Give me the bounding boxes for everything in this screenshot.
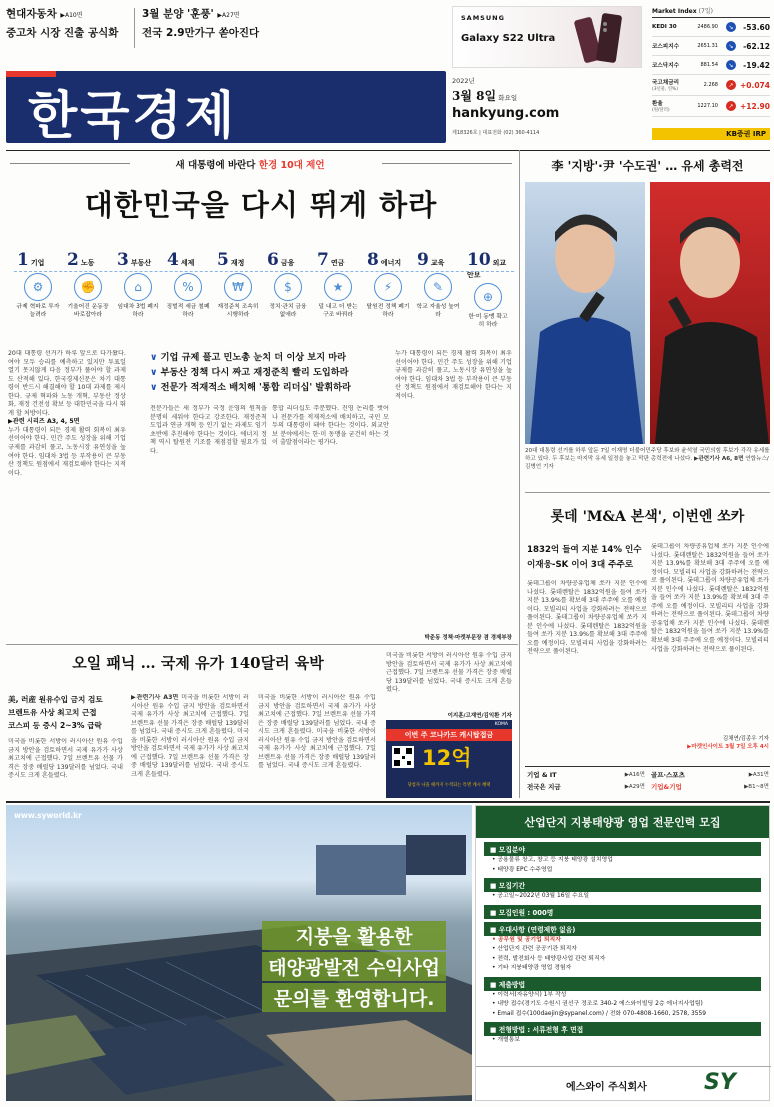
- teaser-sub: 전국 2.9만가구 쏟아진다: [142, 27, 260, 39]
- slogan-2: 태양광발전 수익사업: [262, 952, 446, 981]
- divider: [6, 150, 770, 151]
- proposal-icon: $: [274, 273, 302, 301]
- election-photo[interactable]: [525, 182, 770, 444]
- arrow-down-icon: ↘: [726, 22, 736, 32]
- oil-byline: 이지훈/고재연/김익환 기자: [447, 713, 512, 719]
- site-url[interactable]: hankyung.com: [452, 106, 560, 121]
- proposal-number: 4: [167, 250, 179, 270]
- teaser-ref: ▶A27면: [217, 12, 240, 19]
- index-name: 국고채금리: [652, 80, 680, 86]
- index-entry[interactable]: [527, 770, 645, 779]
- market-date: (7일): [698, 8, 713, 15]
- ref-link[interactable]: ▶마켓인사이트 3월 7일 오후 4시: [687, 744, 769, 751]
- issue-info: 제18326호 | 대표전화 (02) 360-4114: [452, 130, 540, 136]
- samsung-ad[interactable]: [452, 6, 642, 68]
- proposal-text: 탈원전 정책 폐기하라: [366, 304, 410, 318]
- ref-link[interactable]: ▶관련기사 A6, 8면: [694, 455, 744, 462]
- index-entry-page: ▶B1~8면: [744, 784, 769, 790]
- recruit-section-heading: ■ 제출방법: [484, 977, 761, 991]
- newspaper-name: 한국경제: [28, 86, 238, 146]
- main-headline[interactable]: 대한민국을 다시 뛰게 하라: [84, 188, 438, 222]
- oil-headline[interactable]: 오일 패닉 … 국제 유가 140달러 육박: [72, 654, 324, 672]
- recruit-item: • 태양광 EPC 수주영업: [492, 866, 553, 873]
- oil-body-3: 미국을 비롯한 서방이 러시아산 원유 수입 금지 방안을 검토하면서 국제 유가가 사상 최고치에 근접했다. 7일 브렌트유 선물 가격은 장중 배럴당 139달러를 넘었다. 국내 증시도 크게 흔들렸다. 미국을 비롯한 서방이 러시아산 원유 수입 금지 방안을 검토하면서 국제 유가가 사상 최고치에 근접했다. 7일 브렌트유 선물 가격은 장중 배럴당 139달러를 넘었다. 국내 증시도 크게 흔들렸다.: [258, 694, 376, 770]
- market-row: [652, 56, 770, 75]
- qr-code-icon: [392, 746, 414, 768]
- date: 3월 8일: [452, 89, 497, 103]
- index-entry[interactable]: [651, 770, 769, 779]
- proposal-category: 금융: [280, 259, 295, 267]
- proposals-grid: [14, 250, 514, 340]
- body-col-1: 20대 대통령 선거가 하루 앞으로 다가왔다. 여야 모두 승리를 예측하고 있지만 투표일 열기 못지않게 다음 정부가 풀어야 할 과제도 산적해 있다. 한국경제신문은 차기 대통령이 반드시 해결해야 할 10대 과제를 제시한다. 규제 혁파와 노동 개혁, 부동산 정상화, 재정 건전성 확보 등 대한민국을 다시 뛰게 할 처방이다. ▶관련 시리즈 A3, 4, 5면 누가 대통령이 되든 경제 활력 회복이 최우선이어야 한다. 민간 주도 성장을 위해 기업 규제를 과감히 풀고, 노동시장 유연성을 높여야 한다. 임대차 3법 등 부작용이 큰 부동산 정책도 원점에서 재검토해야 한다는 지적이다.: [8, 350, 126, 477]
- divider: [525, 492, 770, 493]
- divider: [476, 1066, 771, 1067]
- proposal-number: 10: [467, 250, 491, 270]
- lottery-ad[interactable]: [386, 720, 512, 798]
- recruit-section-heading: ■ 우대사항 (연령제한 없음): [484, 922, 761, 936]
- divider: [382, 163, 512, 164]
- recruit-item: • 공용물류 창고, 창고 등 지붕 태양광 설치영업: [492, 857, 613, 863]
- recruit-item: • 전력, 발전회사 등 태양광사업 관련 퇴직자: [492, 955, 606, 962]
- proposal-text: 재정준칙 조속히 시행하라: [217, 304, 259, 318]
- index-entry-name: 기업&기업: [651, 783, 682, 791]
- arrow-up-icon: ↗: [726, 101, 736, 111]
- recruit-item: • 기타 지붕태양광 영업 경험자: [492, 965, 572, 971]
- ref-link[interactable]: ▶관련기사 A3면: [131, 694, 179, 701]
- index-name: 환율: [652, 101, 663, 107]
- proposal-text: 정치·관치 금융 없애라: [269, 304, 307, 318]
- proposal-icon: %: [174, 273, 202, 301]
- proposal-icon: ₩: [224, 273, 252, 301]
- ref-link[interactable]: ▶관련 시리즈 A3, 4, 5면: [8, 418, 80, 426]
- section-index: [527, 770, 770, 798]
- recruit-title: 산업단지 지붕태양광 영업 전문인력 모집: [476, 806, 769, 838]
- proposal-number: 6: [267, 250, 279, 270]
- proposal-category: 기업: [30, 259, 45, 267]
- proposal-8[interactable]: [364, 250, 412, 340]
- lotte-body-2: 롯데그룹이 차량공유업체 쏘카 지분 인수에 나섰다. 롯데렌탈은 1832억원을 들여 쏘카 지분 13.9%를 확보해 3대 주주에 오를 예정이다. 모빌리티 사업을 강화하려는 전략으로 풀이된다. 롯데그룹이 차량공유업체 쏘카 지분 인수에 나섰다. 롯데렌탈은 1832억원을 들여 쏘카 지분 13.9%를 확보해 3대 주주에 오를 예정이다. 모빌리티 사업을 강화하려는 전략으로 풀이된다. 롯데그룹이 차량공유업체 쏘카 지분 인수에 나섰다. 롯데렌탈은 1832억원을 들여 쏘카 지분 13.9%를 확보해 3대 주주에 오를 예정이다. 모빌리티 사업을 강화하려는 전략으로 풀이된다.: [651, 543, 769, 653]
- teaser-2[interactable]: [142, 6, 302, 40]
- lottery-note: 당첨자 나올 때까지 누적되는 특별 캐시 혜택: [407, 783, 491, 788]
- recruit-ad[interactable]: [475, 805, 770, 1101]
- divider: [6, 801, 770, 803]
- proposal-text: 징벌적 세금 철폐하라: [166, 304, 210, 318]
- body-col-3: 통합 리더십도 주문했다. 진영 논리를 벗어나 전문가를 적재적소에 배치하고, 국민 모두의 대통령이 돼야 한다는 것이다. 외교안보 분야에서는 한·미 동맹을 굳건히 하는 것이 출발점이라는 평가다.: [272, 405, 389, 447]
- subhead-1: 기업 규제 풀고 민노총 눈치 더 이상 보지 마라: [160, 352, 347, 363]
- proposal-7[interactable]: [314, 250, 362, 340]
- proposal-dots: [14, 271, 514, 272]
- oil-lede: 美, 러産 원유수입 금지 검토 브렌트유 사상 최고치 근접 코스피 등 증시 2~3% 급락: [8, 695, 103, 730]
- arrow-up-icon: ↗: [726, 80, 736, 90]
- divider: [519, 150, 520, 798]
- recruit-section: [484, 905, 761, 919]
- recruit-section: [484, 977, 761, 1020]
- market-row: [652, 75, 770, 96]
- company-logo: SY: [704, 1070, 736, 1095]
- masthead-date: [452, 76, 632, 136]
- index-name: 코스닥지수: [652, 63, 680, 69]
- ad-brand: SAMSUNG: [461, 14, 505, 22]
- proposal-icon: ⚙: [24, 273, 52, 301]
- proposal-text: 학교 자율성 높여라: [416, 304, 460, 318]
- index-value: 2486.90: [697, 24, 718, 30]
- index-name: 코스피지수: [652, 44, 680, 50]
- proposal-category: 재정: [230, 259, 245, 267]
- proposal-number: 7: [317, 250, 329, 270]
- recruit-item: • 내방 접수(경기도 수원시 권선구 정조로 340-2 에스와이빌딩 2층 에너지사업팀): [492, 1001, 703, 1007]
- proposal-category: 연금: [330, 259, 345, 267]
- divider: [134, 8, 135, 48]
- divider: [10, 163, 130, 164]
- proposal-4[interactable]: [164, 250, 212, 340]
- market-row: [652, 18, 770, 37]
- byline: 박준동 정책·마켓부문장 겸 경제부장: [424, 635, 512, 641]
- index-entry-name: 전국은 지금: [527, 783, 561, 791]
- proposal-category: 노동: [80, 259, 95, 267]
- recruit-section-heading: ■ 전형방법 : 서류전형 후 면접: [484, 1022, 761, 1036]
- proposal-icon: ⊕: [474, 283, 502, 311]
- recruit-section-heading: ■ 모집분야: [484, 842, 761, 856]
- proposal-number: 3: [117, 250, 129, 270]
- proposal-2[interactable]: [64, 250, 112, 340]
- market-title: Market Index: [652, 8, 697, 15]
- proposal-text: 규제 혁파로 투자 늘려라: [16, 304, 60, 318]
- recruit-section-heading: ■ 모집기간: [484, 878, 761, 892]
- recruit-item: • 산업단지 관련 공공기관 퇴직자: [492, 946, 577, 952]
- proposal-category: 에너지: [380, 259, 402, 267]
- kb-sponsor[interactable]: KB증권 IRP: [652, 128, 770, 140]
- year: 2022년: [452, 77, 475, 85]
- lottery-title: 이번 주 코나카드 캐시탑접금: [386, 729, 512, 741]
- arrow-down-icon: ↘: [726, 60, 736, 70]
- index-note: (3년물, 연%): [652, 87, 678, 92]
- logo-accent: [6, 71, 56, 77]
- series-highlight: 한경 10대 제언: [258, 160, 325, 171]
- company-name: 에스와이 주식회사: [566, 1082, 647, 1093]
- recruit-section: [484, 922, 761, 974]
- oil-body-4: 미국을 비롯한 서방이 러시아산 원유 수입 금지 방안을 검토하면서 국제 유가가 사상 최고치에 근접했다. 7일 브렌트유 선물 가격은 장중 배럴당 139달러를 넘었다. 국내 증시도 크게 흔들렸다.: [386, 652, 512, 694]
- teaser-title: 현대자동차: [6, 8, 57, 20]
- recruit-section: [484, 1022, 761, 1046]
- series-label: [120, 157, 380, 171]
- index-value: 1227.10: [697, 103, 718, 109]
- index-entry-page: ▶A29면: [624, 784, 645, 790]
- lotte-body-1: 롯데그룹이 차량공유업체 쏘카 지분 인수에 나섰다. 롯데렌탈은 1832억원을 들여 쏘카 지분 13.9%를 확보해 3대 주주에 오를 예정이다. 모빌리티 사업을 강화하려는 전략으로 풀이된다. 롯데그룹이 차량공유업체 쏘카 지분 인수에 나섰다. 롯데렌탈은 1832억원을 들여 쏘카 지분 13.9%를 확보해 3대 주주에 오를 예정이다. 모빌리티 사업을 강화하려는 전략으로 풀이된다.: [527, 580, 647, 656]
- phone-icon: [573, 10, 633, 66]
- subhead-2: 부동산 정책 다시 짜고 재정준칙 빨리 도입하라: [160, 367, 349, 378]
- proposal-category: 교육: [430, 259, 445, 267]
- proposal-text: 기울어진 운동장 바로잡아라: [67, 304, 109, 318]
- lottery-amount: 12억: [422, 746, 472, 770]
- proposal-text: 임대차 3법 폐지하라: [117, 304, 159, 318]
- index-name: KEDI 30: [652, 24, 677, 30]
- body-col-4: 누가 대통령이 되든 경제 활력 회복이 최우선이어야 한다. 민간 주도 성장을 위해 기업 규제를 과감히 풀고, 노동시장 유연성을 높여야 한다. 임대차 3법 등 부작용이 큰 부동산 정책도 원점에서 재검토해야 한다는 지적이다.: [395, 350, 512, 400]
- recruit-item: • Email 접수(100daejin@sypanel.com) / 전화 070-4808-1660, 2578, 3559: [492, 1010, 706, 1017]
- slogan-3: 문의를 환영합니다.: [262, 983, 446, 1012]
- index-change: -62.12: [743, 41, 770, 51]
- series-text: 새 대통령에 바란다: [175, 160, 256, 171]
- market-row: [652, 96, 770, 117]
- index-entry-name: 기업 & IT: [527, 771, 557, 779]
- index-value: 2651.31: [697, 43, 718, 49]
- ad-url[interactable]: www.syworld.kr: [14, 811, 82, 820]
- proposal-number: 5: [217, 250, 229, 270]
- index-change: -53.60: [743, 22, 770, 32]
- slogan-1: 지붕을 활용한: [262, 921, 446, 950]
- proposal-5[interactable]: [214, 250, 262, 340]
- oil-body-1: 미국을 비롯한 서방이 러시아산 원유 수입 금지 방안을 검토하면서 국제 유가가 사상 최고치에 근접했다. 7일 브렌트유 선물 가격은 장중 배럴당 139달러를 넘었다. 국내 증시도 크게 흔들렸다.: [8, 738, 123, 780]
- proposal-9[interactable]: [414, 250, 462, 340]
- index-entry[interactable]: [651, 782, 769, 791]
- recruit-section: [484, 842, 761, 875]
- proposal-6[interactable]: [264, 250, 312, 340]
- recruit-item: • 개별통보: [492, 1037, 521, 1043]
- subhead-3: 전문가 적재적소 배치해 '통합 리더십' 발휘하라: [160, 382, 351, 393]
- teaser-1[interactable]: [6, 6, 136, 40]
- proposal-text: 한·미 동맹 확고히 하라: [468, 314, 508, 328]
- index-value: 881.54: [700, 62, 718, 68]
- election-caption: 20대 대통령 선거를 하루 앞둔 7일 이재명 더불어민주당 후보와 윤석열 국민의힘 후보가 각각 유세를 하고 있다. 두 후보는 마지막 유세 일정을 놓고 막판 총력전에 나섰다. ▶관련기사 A6, 8면 연합뉴스/김병언 기자: [525, 448, 770, 470]
- index-note: (원/달러): [652, 108, 670, 113]
- index-entry-page: ▶A31면: [748, 772, 769, 778]
- teaser-sub: 중고차 시장 진출 공식화: [6, 27, 119, 39]
- proposal-10[interactable]: [464, 250, 512, 340]
- proposal-category: 세제: [180, 259, 195, 267]
- index-entry[interactable]: [527, 782, 645, 791]
- index-change: +12.90: [739, 101, 770, 111]
- index-change: +0.074: [739, 80, 770, 90]
- market-index: [652, 6, 770, 138]
- proposal-icon: ★: [324, 273, 352, 301]
- weekday: 화요일: [498, 94, 518, 102]
- ad-product: Galaxy S22 Ultra: [461, 33, 556, 44]
- lottery-brand: KOMA: [494, 722, 508, 727]
- lotte-headline[interactable]: 롯데 'M&A 본색', 이번엔 쏘카: [550, 509, 745, 525]
- proposal-number: 1: [17, 250, 29, 270]
- oil-body-2: ▶관련기사 A3면 미국을 비롯한 서방이 러시아산 원유 수입 금지 방안을 검토하면서 국제 유가가 사상 최고치에 근접했다. 7일 브렌트유 선물 가격은 장중 배럴당 139달러를 넘었다. 국내 증시도 크게 흔들렸다. 미국을 비롯한 서방이 러시아산 원유 수입 금지 방안을 검토하면서 국제 유가가 사상 최고치에 근접했다. 7일 브렌트유 선물 가격은 장중 배럴당 139달러를 넘었다. 국내 증시도 크게 흔들렸다.: [131, 694, 249, 778]
- recruit-item: • 이력서(자유양식) 1부 작성: [492, 991, 567, 998]
- lotte-byline: 김채연/김종우 기자 ▶마켓인사이트 3월 7일 오후 4시: [651, 735, 769, 752]
- proposal-icon: ✊: [74, 273, 102, 301]
- index-value: 2.268: [703, 82, 718, 88]
- proposal-1[interactable]: [14, 250, 62, 340]
- solar-ad-image[interactable]: [6, 805, 472, 1101]
- index-entry-name: 골프·스포츠: [651, 771, 685, 779]
- subheads: ∨ 기업 규제 풀고 민노총 눈치 더 이상 보지 마라 ∨ 부동산 정책 다시 짜고 재정준칙 빨리 도입하라 ∨ 전문가 적재적소 배치해 '통합 리더십' 발휘하라: [150, 352, 351, 393]
- recruit-item: • 공고일~2022년 03월 16일 수요일: [492, 893, 590, 899]
- index-change: -19.42: [743, 60, 770, 70]
- proposal-category: 부동산: [130, 259, 152, 267]
- proposal-number: 2: [67, 250, 79, 270]
- divider: [6, 644, 518, 645]
- teaser-ref: ▶A10면: [60, 12, 83, 19]
- proposal-icon: ⌂: [124, 273, 152, 301]
- arrow-down-icon: ↘: [726, 41, 736, 51]
- body-col-2: 전문가들은 새 정부가 국정 운영의 원칙을 분명히 세워야 한다고 강조한다. 재정준칙 도입과 연금 개혁 등 인기 없는 과제도 임기 초반에 추진해야 한다는 것이다. 에너지 정책 역시 탈원전 기조를 재점검할 필요가 있다.: [150, 405, 267, 455]
- recruit-section: [484, 878, 761, 902]
- masthead-logo[interactable]: [6, 71, 446, 146]
- election-headline[interactable]: 李 '지방'·尹 '수도권' … 유세 총력전: [551, 159, 744, 173]
- proposal-icon: ✎: [424, 273, 452, 301]
- teaser-title: 3월 분양 '훈풍': [142, 8, 214, 20]
- proposal-number: 9: [417, 250, 429, 270]
- market-row: [652, 37, 770, 56]
- proposal-number: 8: [367, 250, 379, 270]
- recruit-item: • 공무원 및 공기업 퇴직자: [492, 936, 561, 943]
- proposal-3[interactable]: [114, 250, 162, 340]
- proposal-icon: ⚡: [374, 273, 402, 301]
- index-entry-page: ▶A16면: [624, 772, 645, 778]
- recruit-section-heading: ■ 모집인원 : 000명: [484, 905, 761, 919]
- lotte-lede: 1832억 들여 지분 14% 인수 이재웅-SK 이어 3대 주주로: [527, 545, 642, 570]
- proposal-text: 덜 내고 더 받는 구조 바꿔라: [318, 304, 358, 318]
- divider: [525, 766, 770, 767]
- proposal-category: 외교안보: [467, 259, 507, 279]
